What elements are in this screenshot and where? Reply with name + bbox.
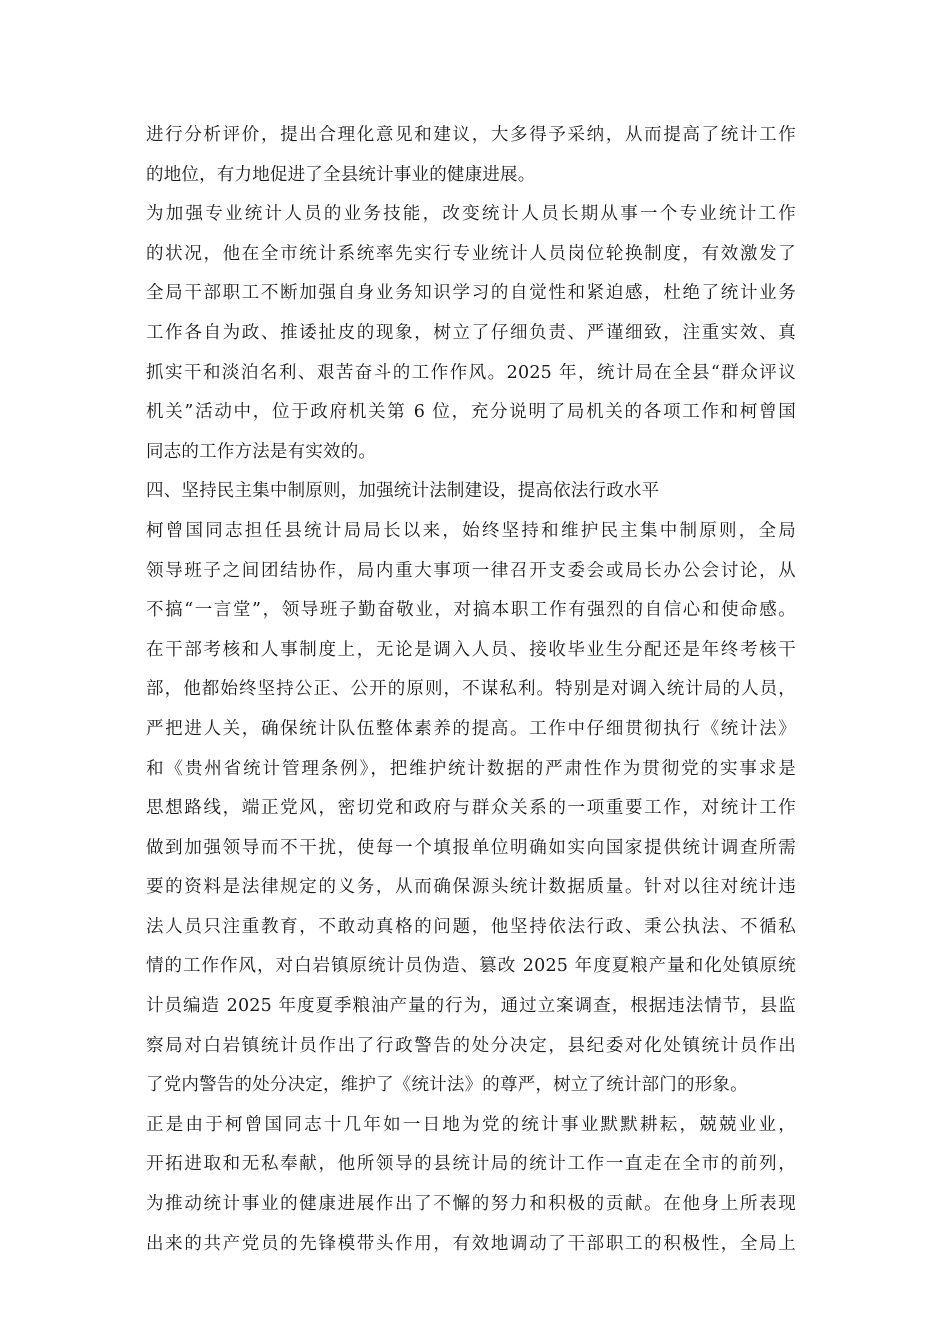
- text-line: 察局对白岩镇统计员作出了行政警告的处分决定，县纪委对化处镇统计员作出: [146, 1035, 796, 1056]
- text-line: 正是由于柯曾国同志十几年如一日地为党的统计事业默默耕耘，兢兢业业，: [146, 1114, 796, 1135]
- text-line: 要的资料是法律规定的义务，从而确保源头统计数据质量。针对以往对统计违: [146, 877, 796, 898]
- text-line: 不搞“一言堂”，领导班子勤奋敬业，对搞本职工作有强烈的自信心和使命感。: [146, 600, 796, 621]
- text-line: 情的工作作风，对白岩镇原统计员伪造、篡改 2025 年度夏粮产量和化处镇原统: [146, 956, 796, 977]
- text-line: 出来的共产党员的先锋模带头作用，有效地调动了干部职工的积极性，全局上: [146, 1233, 796, 1254]
- text-line: 柯曾国同志担任县统计局局长以来，始终坚持和维护民主集中制原则，全局: [146, 520, 796, 541]
- text-line: 法人员只注重教育，不敢动真格的问题，他坚持依法行政、秉公执法、不循私: [146, 916, 796, 937]
- text-line: 了党内警告的处分决定，维护了《统计法》的尊严，树立了统计部门的形象。: [146, 1075, 748, 1096]
- body-text: [146, 116, 796, 1264]
- text-line: 开拓进取和无私奉献，他所领导的县统计局的统计工作一直走在全市的前列，: [146, 1154, 796, 1175]
- text-line: 为推动统计事业的健康进展作出了不懈的努力和积极的贡献。在他身上所表现: [146, 1194, 796, 1215]
- text-line: 全局干部职工不断加强自身业务知识学习的自觉性和紧迫感，杜绝了统计业务: [146, 283, 796, 304]
- text-line: 和《贵州省统计管理条例》，把维护统计数据的严肃性作为贯彻党的实事求是: [146, 758, 796, 779]
- text-line: 机关”活动中，位于政府机关第 6 位，充分说明了局机关的各项工作和柯曾国: [146, 402, 796, 423]
- text-line: 计员编造 2025 年度夏季粮油产量的行为，通过立案调查，根据违法情节，县监: [146, 996, 796, 1017]
- text-line: 为加强专业统计人员的业务技能，改变统计人员长期从事一个专业统计工作: [146, 204, 796, 225]
- text-line: 的状况，他在全市统计系统率先实行专业统计人员岗位轮换制度，有效激发了: [146, 243, 796, 264]
- text-line: 做到加强领导而不干扰，使每一个填报单位明确如实向国家提供统计调查所需: [146, 837, 796, 858]
- text-line: 严把进人关，确保统计队伍整体素养的提高。工作中仔细贯彻执行《统计法》: [146, 718, 796, 739]
- text-line: 同志的工作方法是有实效的。: [146, 441, 377, 462]
- text-line: 的地位，有力地促进了全县统计事业的健康进展。: [146, 164, 536, 185]
- text-line: 领导班子之间团结协作，局内重大事项一律召开支委会或局长办公会讨论，从: [146, 560, 796, 581]
- text-line: 进行分析评价，提出合理化意见和建议，大多得予采纳，从而提高了统计工作: [146, 125, 796, 145]
- text-line: 部，他都始终坚持公正、公开的原则，不谋私利。特别是对调入统计局的人员，: [146, 679, 796, 700]
- text-line: 四、坚持民主集中制原则，加强统计法制建设，提高依法行政水平: [146, 481, 660, 502]
- text-line: 抓实干和淡泊名利、艰苦奋斗的工作作风。2025 年，统计局在全县“群众评议: [146, 362, 796, 383]
- text-line: 思想路线，端正党风，密切党和政府与群众关系的一项重要工作，对统计工作: [146, 798, 796, 819]
- text-line: 工作各自为政、推诿扯皮的现象，树立了仔细负责、严谨细致，注重实效、真: [146, 322, 796, 343]
- text-line: 在干部考核和人事制度上，无论是调入人员、接收毕业生分配还是年终考核干: [146, 639, 796, 660]
